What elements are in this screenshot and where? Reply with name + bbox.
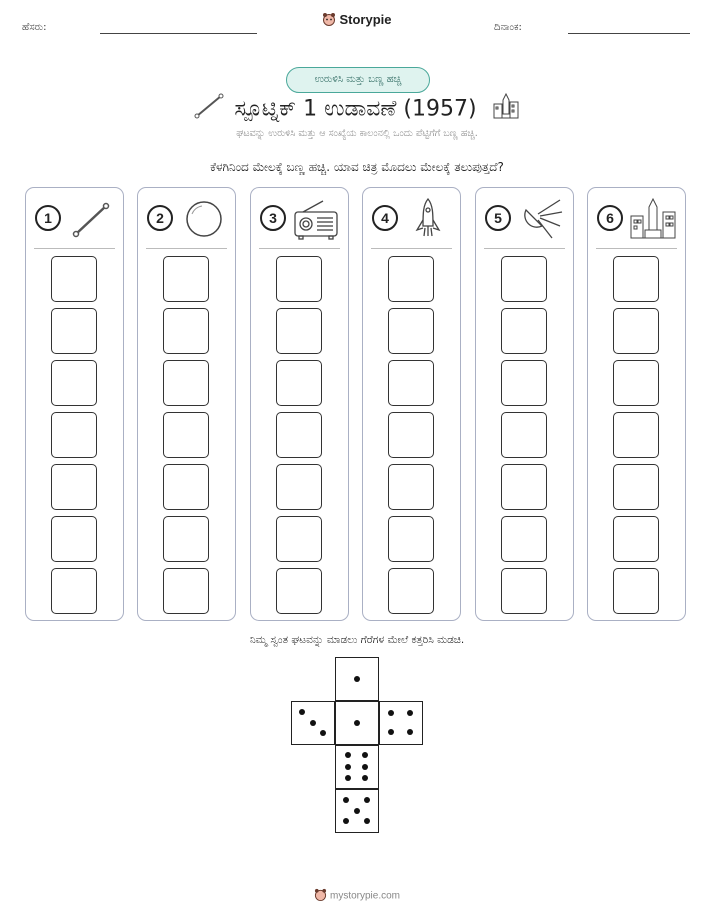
antenna-rod-icon [66,196,116,242]
color-box[interactable] [501,568,547,614]
launch-site-icon [628,196,678,242]
color-box[interactable] [613,568,659,614]
color-box[interactable] [276,412,322,458]
dice-pip [407,710,413,716]
color-box[interactable] [501,464,547,510]
color-box[interactable] [613,360,659,406]
color-box[interactable] [388,308,434,354]
color-box[interactable] [163,464,209,510]
brand-name: Storypie [339,12,392,27]
dice-face-3 [291,701,335,745]
dice-face-1 [335,701,379,745]
color-box[interactable] [51,412,97,458]
color-box[interactable] [388,256,434,302]
color-box[interactable] [501,412,547,458]
name-label: ಹೆಸರು: [22,22,47,33]
dice-pip [343,797,349,803]
title-text: ಸ್ಪೂಟ್ನಿಕ್ 1 ಉಡಾವಣೆ (1957) [234,96,477,122]
sphere-icon [178,196,228,242]
color-box[interactable] [501,360,547,406]
dice-pip [299,709,305,715]
color-box[interactable] [388,412,434,458]
footer-url[interactable]: mystorypie.com [329,890,400,902]
column-number-badge: 4 [372,205,398,231]
color-box[interactable] [51,464,97,510]
dice-pip [345,752,351,758]
dice-pip [364,818,370,824]
color-box[interactable] [276,464,322,510]
brand-logo [0,12,714,29]
instructions-subtitle: ಘಟವನ್ನು ಉರುಳಿಸಿ ಮತ್ತು ಆ ಸಂಖ್ಯೆಯ ಕಾಲಂನಲ್ಲಿ ಒಂದು ಪೆಟ್ಟಿಗೆಗೆ ಬಣ್ಣ ಹಚ್ಚಿ. [236,128,478,139]
color-box[interactable] [276,568,322,614]
color-box[interactable] [163,256,209,302]
color-box[interactable] [388,464,434,510]
rocket-icon [403,196,453,242]
color-box[interactable] [613,464,659,510]
column-number-badge: 3 [260,205,286,231]
color-box[interactable] [613,516,659,562]
column-4 [362,187,461,621]
question-text: ಕೆಳಗಿನಿಂದ ಮೇಲಕ್ಕೆ ಬಣ್ಣ ಹಚ್ಚಿ. ಯಾವ ಚಿತ್ರ ಮೊದಲು ಮೇಲಕ್ಕೆ ತಲುಪುತ್ತದೆ? [210,160,504,174]
color-box[interactable] [163,360,209,406]
column-number-badge: 5 [485,205,511,231]
column-divider [259,248,340,249]
dice-pip [364,797,370,803]
date-line [568,33,690,34]
dice-face-4 [379,701,423,745]
color-box[interactable] [276,360,322,406]
color-box[interactable] [388,568,434,614]
title-rod-icon [194,93,224,125]
dice-pip [354,720,360,726]
dice-pip [310,720,316,726]
column-divider [596,248,677,249]
color-box[interactable] [163,516,209,562]
column-divider [371,248,452,249]
color-box[interactable] [51,256,97,302]
column-1 [25,187,124,621]
dice-pip [388,710,394,716]
column-number-badge: 2 [147,205,173,231]
column-divider [146,248,227,249]
color-box[interactable] [276,256,322,302]
storypie-mascot-icon [322,12,336,29]
dice-face-6 [335,745,379,789]
color-box[interactable] [501,256,547,302]
category-pill: ಉರುಳಿಸಿ ಮತ್ತು ಬಣ್ಣ ಹಚ್ಚಿ [286,67,430,93]
page-title [0,92,714,126]
date-label: ದಿನಾಂಕ: [494,22,522,33]
color-box[interactable] [613,256,659,302]
color-box[interactable] [276,516,322,562]
column-5 [475,187,574,621]
dice-pip [362,752,368,758]
dice-face-5 [335,789,379,833]
footer [0,888,714,904]
column-2 [137,187,236,621]
color-box[interactable] [163,308,209,354]
color-box[interactable] [51,568,97,614]
dice-pip [362,775,368,781]
color-box[interactable] [613,308,659,354]
column-6 [587,187,686,621]
color-box[interactable] [613,412,659,458]
color-box[interactable] [51,516,97,562]
title-launch-site-icon [492,92,520,126]
footer-mascot-icon [314,888,327,904]
sputnik-satellite-icon [516,196,566,242]
color-box[interactable] [501,308,547,354]
dice-pip [345,775,351,781]
column-divider [484,248,565,249]
dice-pip [388,729,394,735]
dice-pip [362,764,368,770]
dice-pip [343,818,349,824]
dice-pip [345,764,351,770]
color-box[interactable] [51,360,97,406]
dice-pip [407,729,413,735]
dice-pip [320,730,326,736]
color-box[interactable] [388,360,434,406]
dice-instruction: ನಿಮ್ಮ ಸ್ವಂತ ಘಟವನ್ನು ಮಾಡಲು ಗೆರೆಗಳ ಮೇಲೆ ಕತ್ತರಿಸಿ ಮಡಚಿ. [249,634,465,646]
dice-pip [354,808,360,814]
column-divider [34,248,115,249]
column-3 [250,187,349,621]
color-box[interactable] [163,568,209,614]
color-box[interactable] [163,412,209,458]
radio-icon [291,196,341,242]
dice-pip [354,676,360,682]
name-line [100,33,257,34]
color-box[interactable] [388,516,434,562]
column-number-badge: 1 [35,205,61,231]
column-number-badge: 6 [597,205,623,231]
color-box[interactable] [276,308,322,354]
color-box[interactable] [51,308,97,354]
dice-face-1 [335,657,379,701]
color-box[interactable] [501,516,547,562]
